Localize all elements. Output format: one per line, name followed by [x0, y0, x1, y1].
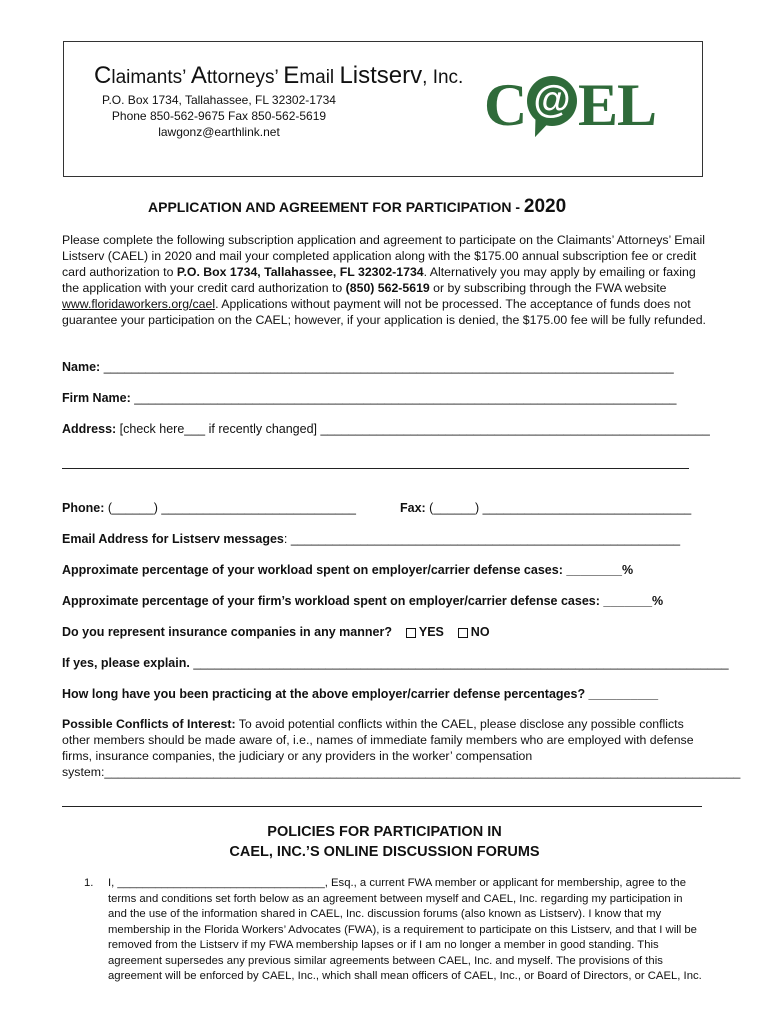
insurance-question [62, 625, 490, 639]
organization-name [94, 62, 463, 90]
intro-paragraph [62, 232, 707, 328]
policies-title-line2: CAEL, INC.’S ONLINE DISCUSSION FORUMS [229, 844, 540, 860]
fax-field[interactable] [400, 501, 691, 515]
fax-label: Fax: [400, 501, 426, 515]
initial-e: E [283, 62, 300, 89]
name-field[interactable] [62, 360, 674, 374]
org-word: laimants’ [111, 67, 191, 88]
intro-text: . Applications without payment will not be processed. The acceptance of funds does not guarantee your participation on the CAEL; however, if your application is denied, the $175.00 fee will be fully refunded. [62, 297, 706, 327]
policies-title-line1: POLICIES FOR PARTICIPATION IN [267, 824, 502, 840]
email-input-line[interactable]: : ________________________________________________________ [283, 532, 681, 546]
address-field[interactable] [62, 422, 710, 436]
initial-a: A [190, 62, 207, 89]
letterhead-box [63, 41, 703, 177]
firm-workload-field[interactable] [62, 594, 663, 608]
title-year: 2020 [523, 196, 567, 217]
explain-input-line[interactable]: _____________________________________________________________________________ [189, 656, 729, 670]
policy-item-text: I, _________________________________, Esq., a current FWA member or applicant for membership, agree to the terms and conditions set forth below as an agreement between myself and CAEL, Inc. regarding my participation in and the use of the information shared in CAEL, Inc. discussion forums (also known as Listserv). I know that my membership in the Florida Workers’ Advocates (FWA), is a requirement to participate on this Listserv, and that I will be removed from the Listserv if my FWA membership lapses or if I am no longer a member in good standing. This agreement supersedes any previous similar agreements between CAEL, Inc. and myself. The provisions of this agreement will be enforced by CAEL, Inc., which shall mean officers of CAEL, Inc., or Board of Directors, or CAEL, Inc. [108, 877, 702, 982]
email-field[interactable] [62, 532, 680, 546]
explain-label: If yes, please explain. [62, 656, 190, 670]
item-number: 1. [84, 877, 94, 889]
org-word: istserv [352, 62, 423, 89]
years-field[interactable] [62, 687, 658, 701]
po-box: P.O. Box 1734, Tallahassee, FL 32302-1734 [176, 265, 424, 279]
intro-text: . Alternatively you may apply by emailing or faxing the application with your credit card authorization to [62, 265, 696, 295]
cael-logo [482, 70, 656, 148]
phone-label: Phone: [62, 501, 105, 515]
address-label: Address: [62, 422, 117, 436]
conflicts-second-line[interactable] [62, 806, 702, 807]
title-text: APPLICATION AND AGREEMENT FOR PARTICIPATION - [148, 199, 524, 215]
address-input-line[interactable]: [check here___ if recently changed] ________________________________________________________ [116, 422, 710, 436]
fax-number: (850) 562-5619 [345, 281, 430, 295]
logo-c: C [484, 72, 528, 138]
at-sign-bubble-icon: @ [527, 76, 577, 126]
org-word: mail [299, 67, 340, 88]
org-suffix: , Inc. [422, 67, 464, 88]
contact-email: lawgonz@earthlink.net [158, 125, 280, 139]
phone-fax: Phone 850-562-9675 Fax 850-562-5619 [111, 109, 327, 123]
mailing-address: P.O. Box 1734, Tallahassee, FL 32302-1734 [102, 93, 336, 107]
policies-heading [62, 822, 707, 862]
name-input-line[interactable]: __________________________________________________________________________________ [100, 360, 674, 374]
firm-label: Firm Name: [62, 391, 131, 405]
firm-workload-label: Approximate percentage of your firm’s workload spent on employer/carrier defense cases: _______% [62, 594, 664, 608]
initial-c: C [94, 62, 112, 89]
workload-field[interactable] [62, 563, 633, 577]
conflicts-text[interactable]: To avoid potential conflicts within the CAEL, please disclose any possible conflicts other members should be made aware of, i.e., names of immediate family members who are employed with defense firms, insurance companies, the judiciary or any providers in the worker’ compensation system:_____________________________________________________________________________________________ [62, 717, 741, 779]
logo-el: EL [578, 72, 657, 138]
intro-text: or by subscribing through the FWA website [429, 281, 667, 295]
intro-text: Please complete the following subscription application and agreement to participate on the Claimants’ Attorneys’ Email Listserv (CAEL) in 2020 and mail your completed application along with the $175.00 annual subscription fee or credit card authorization to [62, 233, 705, 279]
address-second-line[interactable] [62, 468, 689, 469]
fwa-website-link[interactable]: www.floridaworkers.org/cael [62, 297, 216, 311]
years-label: How long have you been practicing at the above employer/carrier defense percentages? __________ [62, 687, 659, 701]
workload-label: Approximate percentage of your workload spent on employer/carrier defense cases: ________% [62, 563, 634, 577]
firm-name-field[interactable] [62, 391, 677, 405]
contact-block [94, 92, 344, 140]
yes-checkbox[interactable] [406, 628, 416, 638]
insurance-label: Do you represent insurance companies in any manner? [62, 625, 392, 639]
page-title [148, 196, 566, 218]
initial-l: L [339, 62, 353, 89]
name-label: Name: [62, 360, 101, 374]
conflicts-label: Possible Conflicts of Interest: [62, 717, 236, 731]
firm-input-line[interactable]: ______________________________________________________________________________ [130, 391, 677, 405]
phone-field[interactable] [62, 501, 356, 515]
yes-label: YES [418, 625, 444, 639]
policy-item-1 [84, 876, 704, 985]
org-word: ttorneys’ [206, 67, 284, 88]
phone-input-line[interactable]: (______) ____________________________ [104, 501, 356, 515]
no-label: NO [470, 625, 490, 639]
email-label: Email Address for Listserv messages [62, 532, 284, 546]
fax-input-line[interactable]: (______) ______________________________ [425, 501, 692, 515]
no-checkbox[interactable] [458, 628, 468, 638]
explain-field[interactable] [62, 656, 729, 670]
conflicts-paragraph[interactable] [62, 716, 741, 780]
